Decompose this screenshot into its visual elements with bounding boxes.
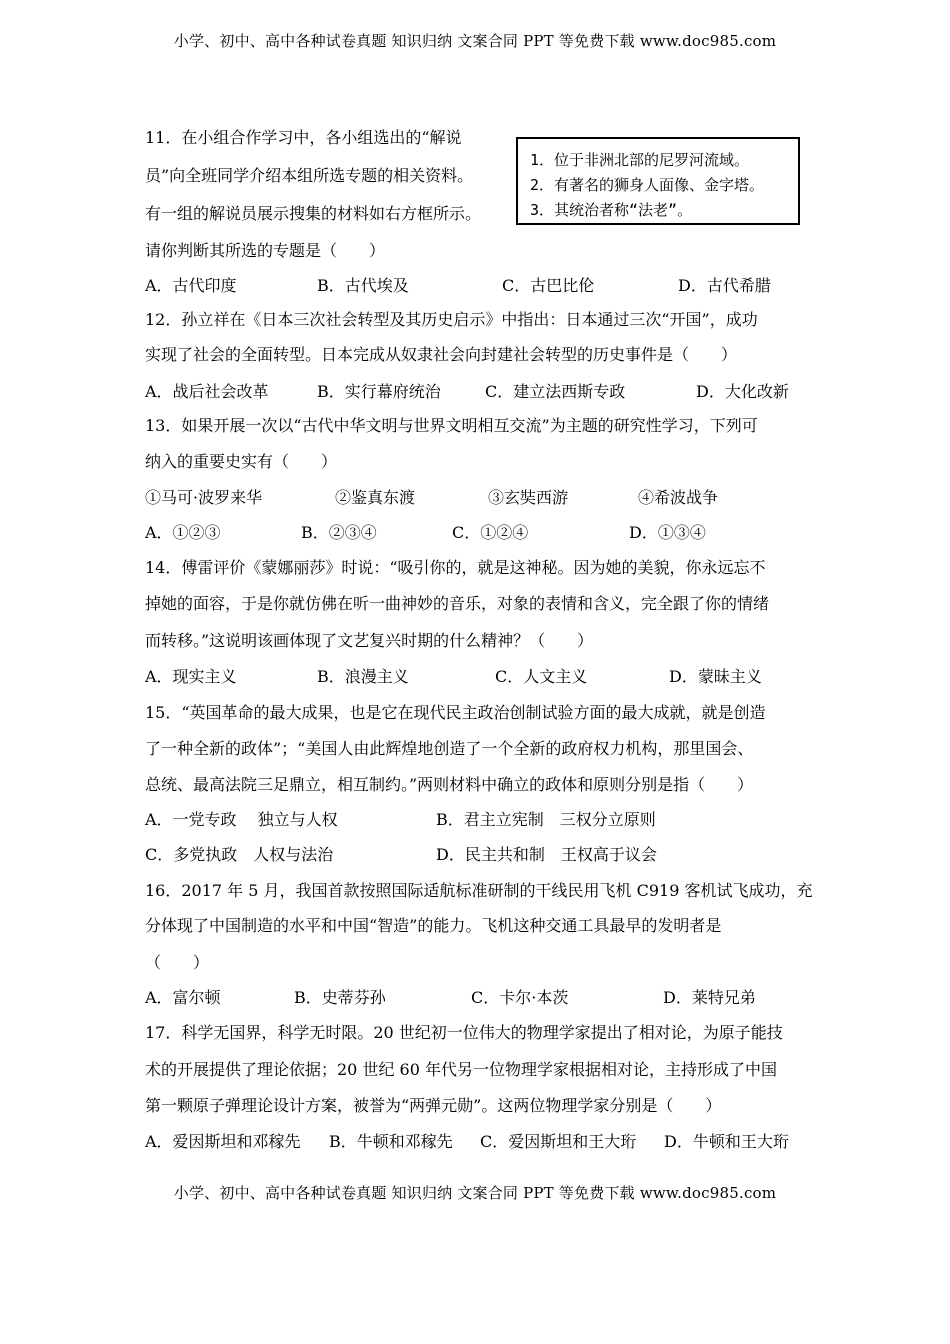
q16-line-2: 分体现了中国制造的水平和中国“智造”的能力。飞机这种交通工具最早的发明者是 xyxy=(145,916,722,935)
q17-option-a[interactable]: A．爱因斯坦和邓稼先 xyxy=(145,1132,301,1151)
q11-line-1: 11．在小组合作学习中，各小组选出的“解说 xyxy=(145,128,462,147)
q16-option-d[interactable]: D．莱特兄弟 xyxy=(663,988,756,1007)
q11-option-b[interactable]: B．古代埃及 xyxy=(317,276,409,295)
q11-line-2: 员”向全班同学介绍本组所选专题的相关资料。 xyxy=(145,166,474,185)
info-box-item: 3．其统治者称“法老”。 xyxy=(530,201,693,219)
q14-option-a[interactable]: A．现实主义 xyxy=(145,667,237,686)
info-box-item: 2．有著名的狮身人面像、金字塔。 xyxy=(530,176,765,194)
q14-line-1: 14．傅雷评价《蒙娜丽莎》时说：“吸引你的，就是这神秘。因为她的美貌，你永远忘不 xyxy=(145,558,766,577)
page-header: 小学、初中、高中各种试卷真题 知识归纳 文案合同 PPT 等免费下载 www.doc985.com xyxy=(173,32,777,50)
q16-line-1: 16．2017 年 5 月，我国首款按照国际适航标准研制的干线民用飞机 C919 客机试飞成功，充 xyxy=(145,881,813,900)
q14-line-2: 掉她的面容，于是你就仿佛在听一曲神妙的音乐，对象的表情和含义，完全跟了你的情绪 xyxy=(145,594,770,613)
q13-option-b[interactable]: B．②③④ xyxy=(301,523,377,542)
q14-option-b[interactable]: B．浪漫主义 xyxy=(317,667,409,686)
q11-option-d[interactable]: D．古代希腊 xyxy=(678,276,771,295)
q15-line-1: 15．“英国革命的最大成果，也是它在现代民主政治创制试验方面的最大成就，就是创造 xyxy=(145,703,766,722)
q13-option-a[interactable]: A．①②③ xyxy=(145,523,221,542)
q12-option-d[interactable]: D．大化改新 xyxy=(696,382,789,401)
q15-line-3: 总统、最高法院三足鼎立，相互制约。”两则材料中确立的政体和原则分别是指（ ） xyxy=(145,775,754,794)
q12-line-2: 实现了社会的全面转型。日本完成从奴隶社会向封建社会转型的历史事件是（ ） xyxy=(145,345,738,364)
q14-line-3: 而转移。”这说明该画体现了文艺复兴时期的什么精神？（ ） xyxy=(145,631,594,650)
q15-option-c[interactable]: C．多党执政 人权与法治 xyxy=(145,845,334,864)
q17-line-2: 术的开展提供了理论依据；20 世纪 60 年代另一位物理学家根据相对论，主持形成了中国 xyxy=(145,1060,777,1079)
q14-option-d[interactable]: D．蒙昧主义 xyxy=(669,667,762,686)
q16-option-c[interactable]: C．卡尔·本茨 xyxy=(471,988,569,1007)
q17-option-d[interactable]: D．牛顿和王大珩 xyxy=(664,1132,789,1151)
q11-line-3: 有一组的解说员展示搜集的材料如右方框所示。 xyxy=(145,204,482,223)
q15-line-2: 了一种全新的政体”；“美国人由此辉煌地创造了一个全新的政府权力机构，那里国会、 xyxy=(145,739,754,758)
q17-option-b[interactable]: B．牛顿和邓稼先 xyxy=(329,1132,453,1151)
page-footer: 小学、初中、高中各种试卷真题 知识归纳 文案合同 PPT 等免费下载 www.doc985.com xyxy=(173,1184,777,1202)
q12-line-1: 12．孙立祥在《日本三次社会转型及其历史启示》中指出：日本通过三次“开国”，成功 xyxy=(145,310,758,329)
q17-line-1: 17．科学无国界，科学无时限。20 世纪初一位伟大的物理学家提出了相对论，为原子能技 xyxy=(145,1023,783,1042)
q15-option-d[interactable]: D．民主共和制 王权高于议会 xyxy=(436,845,657,864)
q16-line-3: （ ） xyxy=(145,953,210,972)
q16-option-a[interactable]: A．富尔顿 xyxy=(145,988,221,1007)
q13-item-4: ④希波战争 xyxy=(638,488,719,507)
q13-line-2: 纳入的重要史实有（ ） xyxy=(145,452,338,471)
q11-option-c[interactable]: C．古巴比伦 xyxy=(502,276,595,295)
q13-item-3: ③玄奘西游 xyxy=(488,488,569,507)
q13-item-2: ②鉴真东渡 xyxy=(335,488,416,507)
q12-option-a[interactable]: A．战后社会改革 xyxy=(145,382,269,401)
q13-option-d[interactable]: D．①③④ xyxy=(629,523,706,542)
info-box xyxy=(516,137,800,225)
q17-option-c[interactable]: C．爱因斯坦和王大珩 xyxy=(480,1132,637,1151)
q13-item-1: ①马可·波罗来华 xyxy=(145,488,263,507)
q17-line-3: 第一颗原子弹理论设计方案，被誉为“两弹元勋”。这两位物理学家分别是（ ） xyxy=(145,1096,722,1115)
q12-option-b[interactable]: B．实行幕府统治 xyxy=(317,382,441,401)
q13-option-c[interactable]: C．①②④ xyxy=(452,523,529,542)
q16-option-b[interactable]: B．史蒂芬孙 xyxy=(294,988,386,1007)
q12-option-c[interactable]: C．建立法西斯专政 xyxy=(485,382,626,401)
q14-option-c[interactable]: C．人文主义 xyxy=(495,667,588,686)
q13-line-1: 13．如果开展一次以“古代中华文明与世界文明相互交流”为主题的研究性学习，下列可 xyxy=(145,416,758,435)
q15-option-a[interactable]: A．一党专政 独立与人权 xyxy=(145,810,338,829)
q15-option-b[interactable]: B．君主立宪制 三权分立原则 xyxy=(436,810,656,829)
info-box-item: 1．位于非洲北部的尼罗河流域。 xyxy=(530,151,750,169)
q11-option-a[interactable]: A．古代印度 xyxy=(145,276,237,295)
q11-line-4: 请你判断其所选的专题是（ ） xyxy=(145,241,386,260)
